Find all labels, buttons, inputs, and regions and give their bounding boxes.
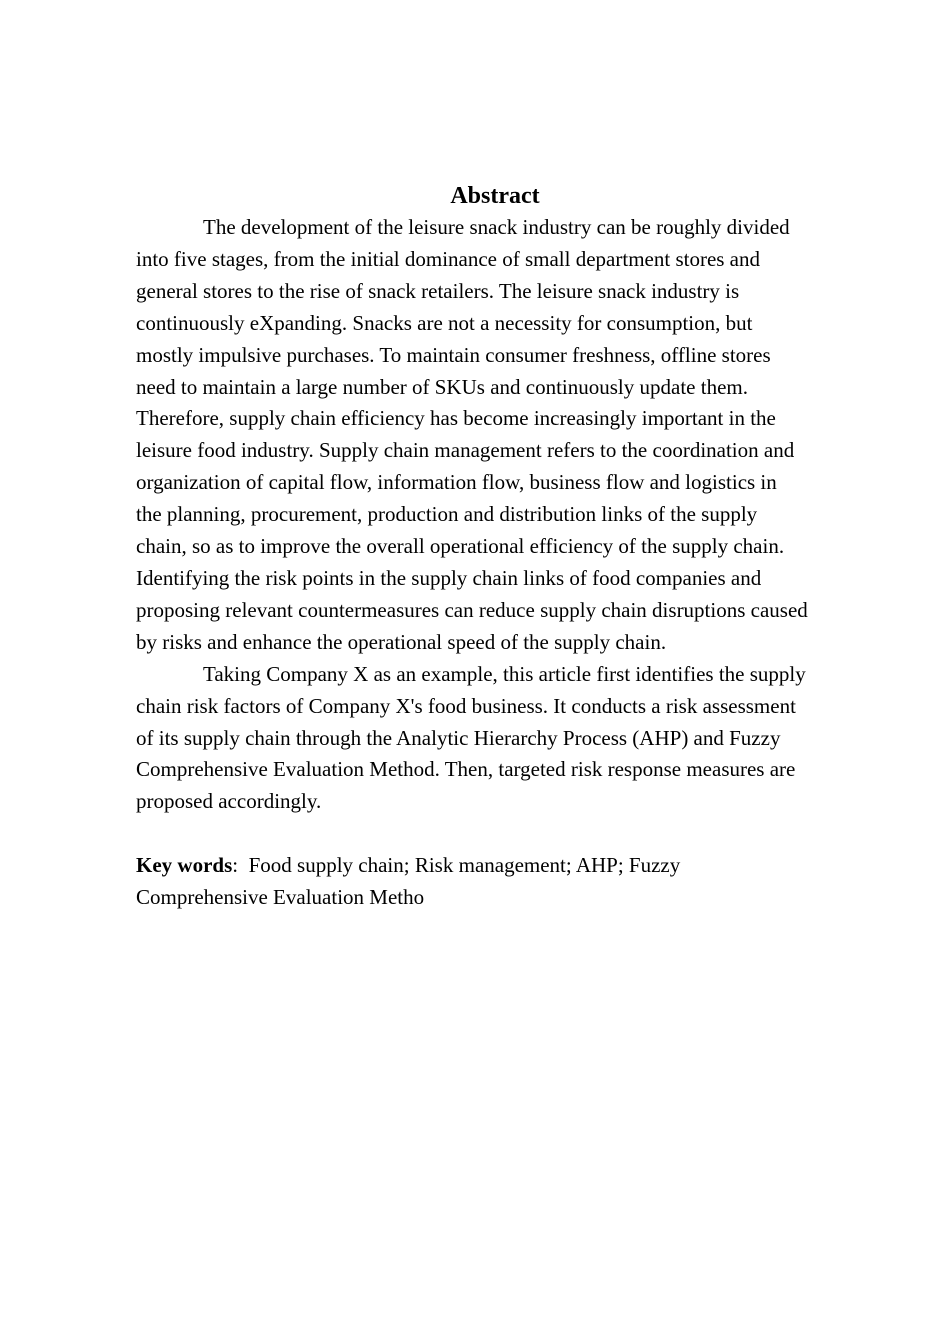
paragraph-line: Taking Company X as an example, this article first identifies the supply (203, 661, 806, 686)
abstract-paragraph-1 (136, 212, 852, 659)
paragraph-line: chain, so as to improve the overall operational efficiency of the supply chain. (136, 534, 785, 559)
paragraph-line: general stores to the rise of snack retailers. The leisure snack industry is (136, 278, 740, 303)
paragraph-line: into five stages, from the initial dominance of small department stores and (136, 246, 761, 271)
paragraph-line: Comprehensive Evaluation Method. Then, targeted risk response measures are (136, 757, 796, 782)
abstract-section (136, 180, 852, 914)
keywords-text-1: Food supply chain; Risk management; AHP; Fuzzy (248, 853, 681, 878)
paragraph-line: leisure food industry. Supply chain management refers to the coordination and (136, 438, 795, 463)
paragraph-line: the planning, procurement, production and distribution links of the supply (136, 502, 758, 527)
keywords-text-2: Comprehensive Evaluation Metho (136, 885, 425, 910)
paragraph-line: of its supply chain through the Analytic Hierarchy Process (AHP) and Fuzzy (136, 725, 781, 750)
paragraph-line: proposing relevant countermeasures can reduce supply chain disruptions caused (136, 597, 808, 622)
paragraph-line: organization of capital flow, information flow, business flow and logistics in (136, 470, 777, 495)
paragraph-line: Therefore, supply chain efficiency has become increasingly important in the (136, 406, 776, 431)
paragraph-line: chain risk factors of Company X's food business. It conducts a risk assessment (136, 693, 796, 718)
keywords-block (136, 850, 852, 914)
keywords-line-1 (136, 850, 852, 882)
paragraph-line: continuously eXpanding. Snacks are not a necessity for consumption, but (136, 310, 753, 335)
paragraph-line: proposed accordingly. (136, 789, 322, 814)
abstract-paragraph-2 (136, 659, 852, 819)
keywords-label: Key words (136, 853, 233, 878)
paragraph-line: by risks and enhance the operational speed of the supply chain. (136, 629, 667, 654)
paragraph-line: mostly impulsive purchases. To maintain consumer freshness, offline stores (136, 342, 771, 367)
paragraph-line: Identifying the risk points in the supply chain links of food companies and (136, 565, 762, 590)
keywords-separator: : (232, 853, 239, 878)
paragraph-line: The development of the leisure snack industry can be roughly divided (203, 215, 790, 239)
paragraph-line: need to maintain a large number of SKUs and continuously update them. (136, 374, 748, 399)
abstract-title: Abstract (450, 183, 540, 209)
